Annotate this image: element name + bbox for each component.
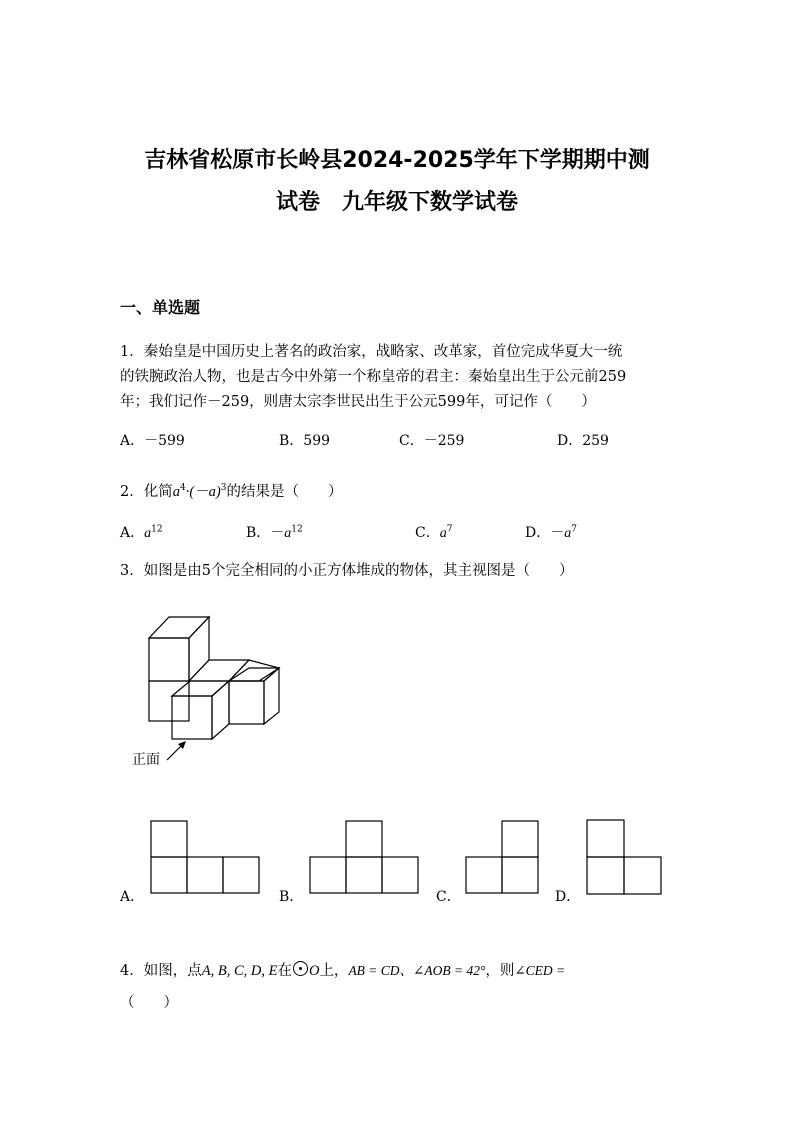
- question-2-exp-1: 4: [179, 483, 186, 493]
- cube-face-front-side: [212, 681, 229, 739]
- cube-face-top-left-front: [149, 638, 189, 681]
- question-3-option-c-label: C．: [436, 889, 461, 905]
- cube-face-top-left-side: [189, 617, 209, 681]
- section-heading-single-choice: 一、单选题: [120, 298, 201, 317]
- question-4-prefix: 4．如图，点: [120, 963, 202, 979]
- cube-face-back-right-top: [229, 660, 279, 681]
- option-b-figure: [310, 821, 418, 893]
- question-2-base: a: [172, 483, 180, 500]
- question-4-ask: ∠CED =: [514, 963, 566, 978]
- question-4-mid-3: ，则: [485, 963, 515, 979]
- question-3-option-b-label: B．: [279, 889, 304, 905]
- question-4-circle-name: O: [308, 963, 320, 979]
- cube-face-front-front: [172, 696, 212, 739]
- question-1-line-3: 年；我们记作－259，则唐太宗李世民出生于公元599年，可记作（ ）: [120, 394, 596, 410]
- question-4: [120, 958, 565, 984]
- cube-face-right-front: [229, 681, 264, 724]
- option-letter: C．: [415, 525, 440, 541]
- question-1-line-2: 的铁腕政治人物，也是古今中外第一个称皇帝的君主：秦始皇出生于公元前259: [120, 369, 627, 385]
- cube-face-top-left-top: [149, 617, 209, 638]
- question-2-exp-2: 3: [220, 483, 227, 493]
- title-line-2: 试卷 九年级下数学试卷: [275, 190, 518, 215]
- question-4-points: A, B, C, D, E: [201, 963, 278, 979]
- option-base: a: [144, 526, 152, 541]
- option-letter: D．: [525, 525, 551, 541]
- question-1-option-d: D．259: [557, 433, 609, 449]
- title-line-1: 吉林省松原市长岭县2024-2025学年下学期期中测: [144, 148, 650, 173]
- option-base: a: [284, 526, 292, 541]
- option-base: a: [439, 526, 447, 541]
- question-2-prefix: 2．化简: [120, 483, 173, 500]
- front-label: 正面: [132, 752, 160, 768]
- option-c-figure: [466, 821, 538, 893]
- question-1-option-b: B．599: [279, 433, 331, 449]
- option-exp: 7: [446, 524, 453, 535]
- option-letter: B．: [246, 525, 271, 541]
- question-3-option-d-label: D．: [555, 889, 581, 905]
- option-exp: 7: [571, 524, 577, 535]
- option-letter: A．: [120, 525, 145, 541]
- option-sign: －: [550, 525, 565, 541]
- question-1-option-c: C．－259: [399, 433, 465, 449]
- option-base: a: [564, 526, 572, 541]
- question-3: 3．如图是由5个完全相同的小正方体堆成的物体，其主视图是（ ）: [120, 563, 574, 579]
- circle-dot-icon: [293, 961, 308, 976]
- option-exp: 12: [291, 524, 303, 535]
- option-d-figure: [587, 820, 661, 894]
- question-4-mid-1: 在: [277, 963, 292, 979]
- question-2-middle: ·(－a): [185, 483, 221, 500]
- question-1-line-1: 1．秦始皇是中国历史上著名的政治家，战略家、改革家，首位完成华夏大一统: [120, 344, 623, 360]
- option-sign: －: [270, 525, 285, 541]
- question-1-option-a: A．－599: [120, 433, 185, 449]
- option-exp: 12: [151, 524, 163, 535]
- option-a-figure: [151, 821, 259, 893]
- cube-face-back-middle-top: [189, 660, 249, 681]
- question-4-mid-2: 上，: [319, 963, 349, 979]
- question-3-option-a-label: A．: [120, 889, 145, 905]
- question-4-condition: AB = CD、∠AOB = 42°: [348, 963, 486, 978]
- question-2-suffix: 的结果是（ ）: [226, 483, 343, 500]
- question-4-answer-paren: （ ）: [120, 995, 178, 1011]
